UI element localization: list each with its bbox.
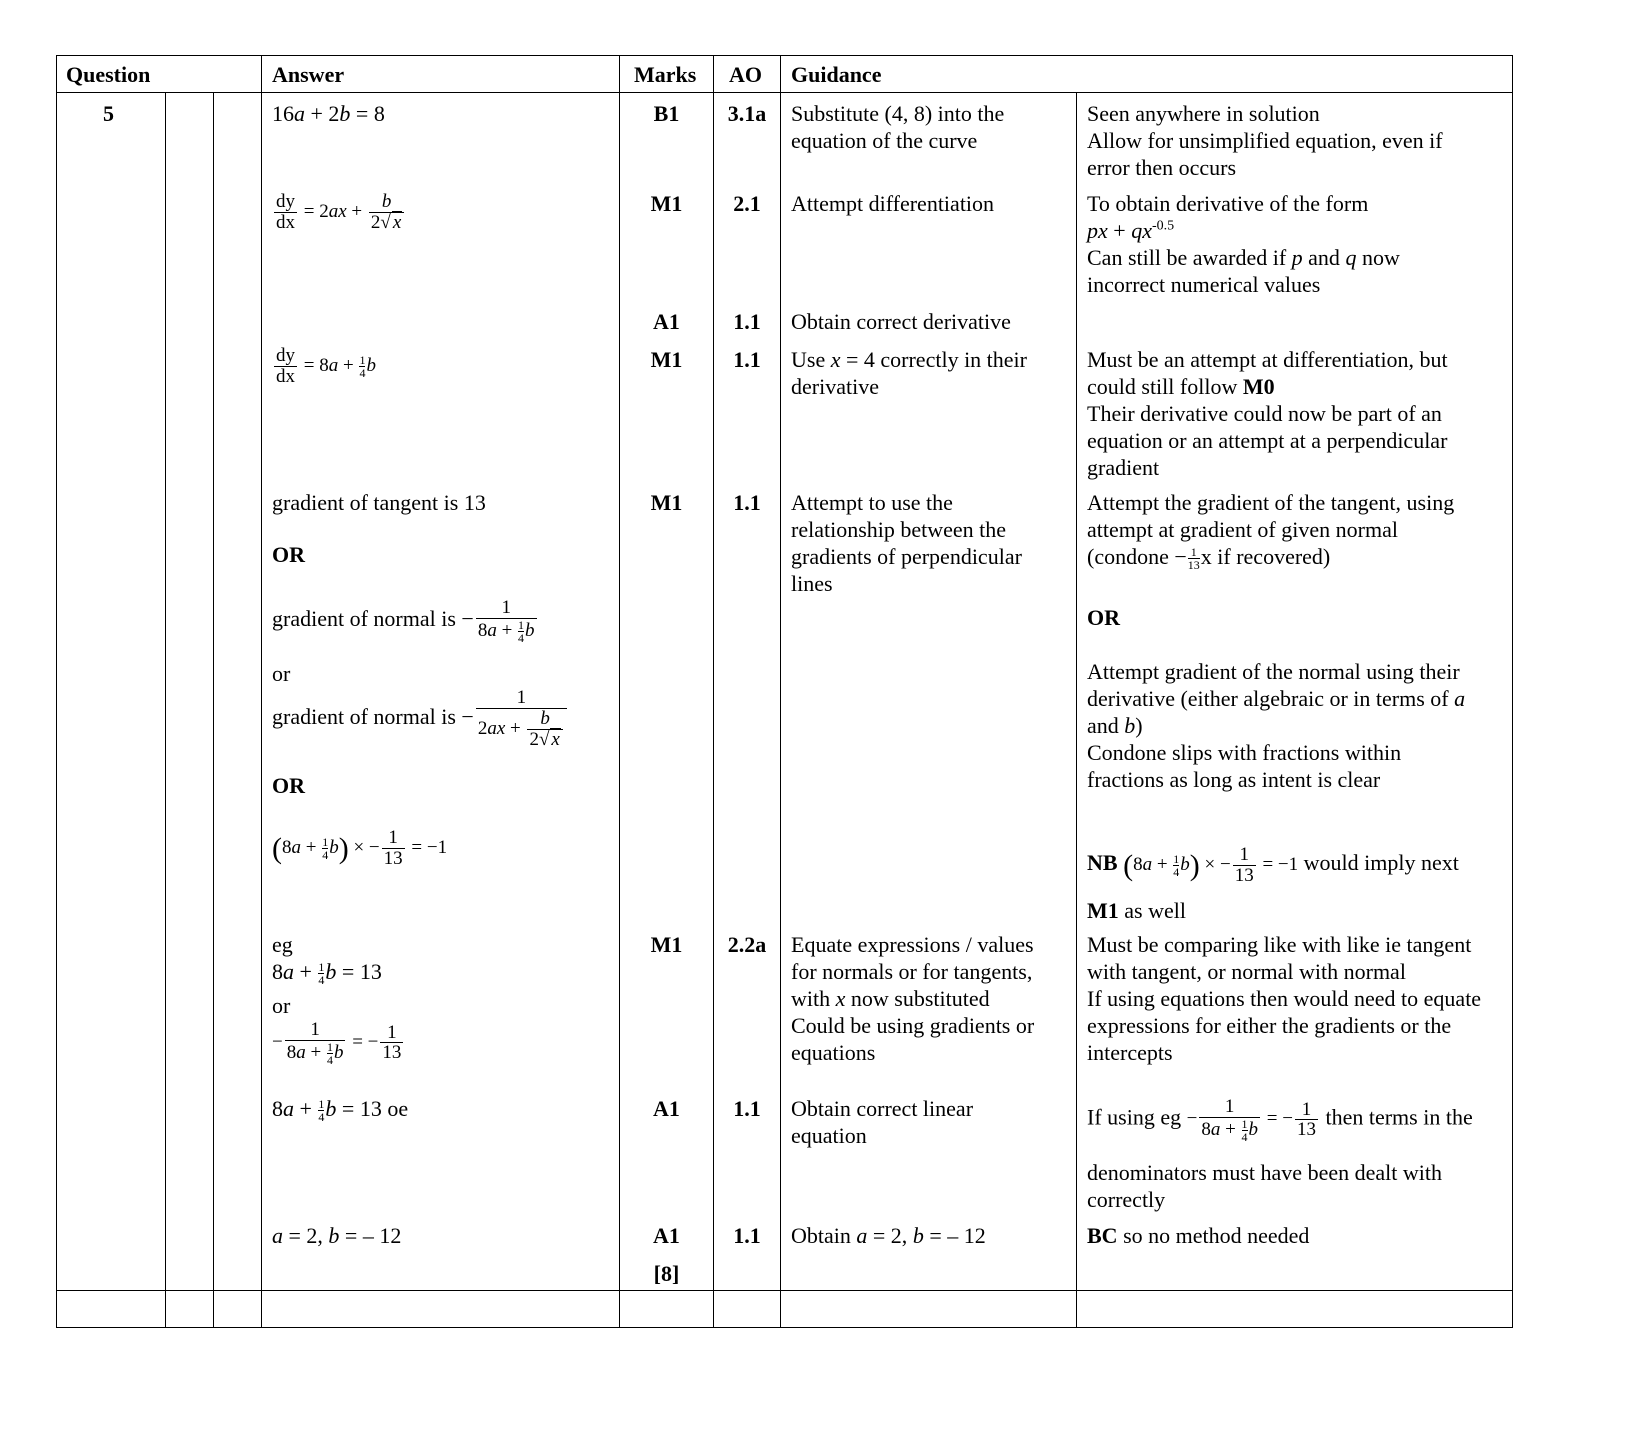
answer-row-7: 8a + $\frac{1}{4}$ b = 13 oe <box>272 1096 409 1125</box>
answer-gradient-normal-2: gradient of normal is − 1 2ax + $\frac{b}{2√ x}$ <box>272 688 569 750</box>
total-marks: [8] <box>653 1261 680 1286</box>
ao-row-8: 1.1 <box>733 1223 761 1248</box>
guidance-m1-as-well: M1 as well <box>1087 898 1186 923</box>
guidance-row-2: To obtain derivative of the form px + $qx^{-0.5}$ Can still be awarded if p and q now incorrect numerical values <box>1087 191 1400 297</box>
guidance-nb: NB (8a + $\frac{1}{4}$ b) × − $\frac{1}{13}$ = −1 would imply next <box>1087 844 1459 886</box>
answer-gradient-normal-1: gradient of normal is − 1 8a + $\frac{1}{4}$ b <box>272 597 535 645</box>
guidance-row-1: Seen anywhere in solution Allow for unsimplified equation, even if error then occurs <box>1087 101 1443 180</box>
answer-row-6-equation: − 1 8a + $\frac{1}{4}$ b = − $\frac{1}{13}$ <box>272 1019 402 1067</box>
header-guidance: Guidance <box>791 62 882 87</box>
ao-row-2: 2.1 <box>733 191 761 216</box>
ao-row-7: 1.1 <box>733 1096 761 1121</box>
ao-row-1: 3.1a <box>727 101 767 126</box>
guidance-normal-method: Attempt gradient of the normal using their derivative (either algebraic or in terms of a and b) Condone slips with fractions within fractions as long as intent is clear <box>1087 659 1466 792</box>
header-question: Question <box>66 62 151 87</box>
mark-row-3: A1 <box>653 309 680 334</box>
header-answer: Answer <box>272 62 345 87</box>
mark-row-1: B1 <box>653 101 680 126</box>
answer-product-equation: (8a + $\frac{1}{4}$ b) × − $\frac{1}{13}$ = −1 <box>272 827 448 869</box>
answer-row-6: eg 8a + $\frac{1}{4}$ b = 13 or <box>272 932 382 1019</box>
answer-or-3: OR <box>272 773 305 798</box>
ao-row-5: 1.1 <box>733 490 761 515</box>
answer-or-2: or <box>272 661 291 686</box>
question-number: 5 <box>103 101 114 126</box>
desc-row-3: Obtain correct derivative <box>791 309 1011 334</box>
ao-row-3: 1.1 <box>733 309 761 334</box>
answer-row-2-derivative: $\frac{dy}{dx}$ = 2ax + $\frac{b}{2√ x}$ <box>272 192 406 233</box>
mark-row-8: A1 <box>653 1223 680 1248</box>
guidance-row-8: BC so no method needed <box>1087 1223 1310 1248</box>
mark-row-7: A1 <box>653 1096 680 1121</box>
desc-row-5: Attempt to use the relationship between the gradients of perpendicular lines <box>791 490 1022 596</box>
guidance-row-4: Must be an attempt at differentiation, but could still follow M0 Their derivative could now be part of an equation or an attempt at a perpendicular gradient <box>1087 347 1448 480</box>
guidance-row-7-line-1: If using eg − 1 8a + $\frac{1}{4}$ b = − $\frac{1}{13}$ then terms in the <box>1087 1096 1473 1144</box>
desc-row-2: Attempt differentiation <box>791 191 995 216</box>
desc-row-4: Use x = 4 correctly in their derivative <box>791 347 1027 399</box>
guidance-row-6: Must be comparing like with like ie tangent with tangent, or normal with normal If using equations then would need to equate expressions for either the gradients or the intercepts <box>1087 932 1482 1065</box>
guidance-row-5: Attempt the gradient of the tangent, using attempt at gradient of given normal (condone − $\frac{1}{13}$ x if recovered) <box>1087 490 1455 573</box>
mark-row-6: M1 <box>650 932 683 957</box>
answer-row-8: a = 2, b = – 12 <box>272 1223 402 1248</box>
answer-gradient-tangent: gradient of tangent is 13 <box>272 490 486 515</box>
header-marks: Marks <box>634 62 697 87</box>
ao-row-6: 2.2a <box>727 932 767 957</box>
desc-row-7: Obtain correct linear equation <box>791 1096 974 1148</box>
mark-row-4: M1 <box>650 347 683 372</box>
desc-row-8: Obtain a = 2, b = – 12 <box>791 1223 986 1248</box>
answer-or-1: OR <box>272 542 305 567</box>
ao-row-4: 1.1 <box>733 347 761 372</box>
guidance-or: OR <box>1087 605 1120 630</box>
answer-row-1: 16a + 2b = 8 <box>272 101 385 126</box>
header-ao: AO <box>729 62 762 87</box>
desc-row-1: Substitute (4, 8) into the equation of the curve <box>791 101 1005 153</box>
answer-row-4-derivative: $\frac{dy}{dx}$ = 8a + $\frac{1}{4}$ b <box>276 345 376 387</box>
mark-row-5: M1 <box>650 490 683 515</box>
guidance-row-7-rest: denominators must have been dealt with correctly <box>1087 1160 1442 1212</box>
desc-row-6: Equate expressions / values for normals or for tangents, with x now substituted Could be using gradients or equations <box>791 932 1035 1065</box>
mark-row-2: M1 <box>650 191 683 216</box>
